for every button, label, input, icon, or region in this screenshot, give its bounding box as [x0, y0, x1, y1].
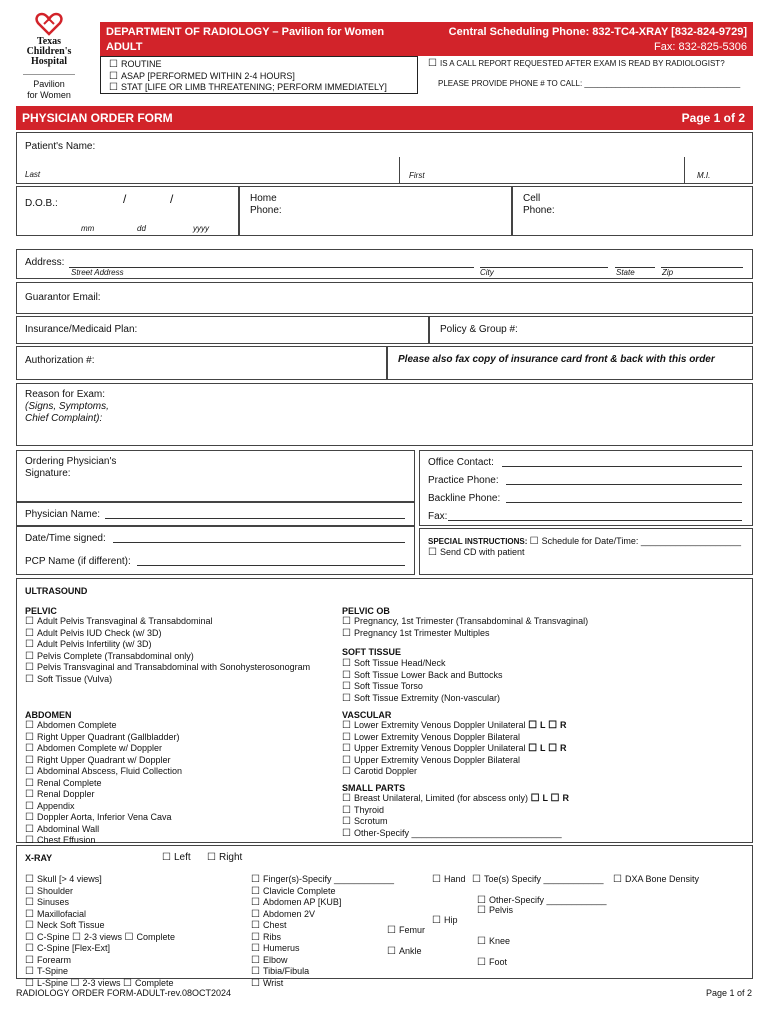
heart-logo-icon — [35, 12, 63, 36]
policy-label: Policy & Group #: — [440, 324, 518, 335]
us-small-parts-item[interactable]: ☐ Other-Specify ______________________________ — [342, 828, 569, 840]
last-label: Last — [25, 170, 41, 179]
address-field[interactable] — [16, 249, 753, 279]
xray-cspine-views[interactable]: ☐ 2-3 views — [72, 932, 122, 942]
form-title: PHYSICIAN ORDER FORM — [22, 111, 173, 125]
us-vascular-item[interactable]: ☐ Lower Extremity Venous Doppler Unilateral — [342, 720, 526, 730]
dob-slash-1: / — [123, 192, 127, 206]
datetime-pcp-field[interactable] — [16, 526, 415, 575]
us-abdomen-item[interactable]: ☐ Appendix — [25, 801, 182, 813]
us-abdomen-item[interactable]: ☐ Right Upper Quadrant (Gallbladder) — [25, 732, 182, 744]
us-pelvic-item[interactable]: ☐ Adult Pelvis Infertility (w/ 3D) — [25, 639, 310, 651]
reason-field[interactable] — [16, 383, 753, 446]
priority-asap[interactable]: ☐ ASAP [PERFORMED WITHIN 2-4 HOURS] — [109, 71, 387, 83]
authorization-field[interactable] — [16, 346, 387, 380]
dept-title-1: DEPARTMENT OF RADIOLOGY – Pavilion for Women — [106, 26, 385, 38]
office-contact-label: Office Contact: — [428, 457, 494, 468]
xray-item[interactable]: ☐ Elbow — [251, 955, 394, 967]
datetime-label: Date/Time signed: — [25, 533, 106, 544]
left-checkbox[interactable]: ☐ L — [528, 720, 545, 730]
logo-sub-2: for Women — [27, 90, 71, 100]
xray-left-checkbox[interactable]: ☐ Left — [162, 852, 191, 863]
brand-line2: Hospital — [30, 56, 68, 67]
us-small-parts-item[interactable]: ☐ Breast Unilateral, Limited (for abscess only) — [342, 793, 528, 803]
us-abdomen-item[interactable]: ☐ Renal Doppler — [25, 789, 182, 801]
signature-label-1: Ordering Physician's — [25, 456, 117, 467]
home-phone-label-1: Home — [250, 193, 277, 204]
logo — [14, 12, 84, 102]
xray-lspine-views[interactable]: ☐ 2-3 views — [71, 978, 121, 988]
us-abdomen-item[interactable]: ☐ Abdomen Complete w/ Doppler — [25, 743, 182, 755]
xray-item[interactable]: ☐ Finger(s)-Specify ____________ — [251, 874, 394, 886]
xray-item[interactable]: ☐ Abdomen AP [KUB] — [251, 897, 394, 909]
xray-lspine[interactable]: ☐ L-Spine — [25, 978, 68, 988]
us-vascular-item[interactable]: ☐ Upper Extremity Venous Doppler Unilateral — [342, 743, 526, 753]
footer-form-id: RADIOLOGY ORDER FORM-ADULT-rev.08OCT2024 — [16, 988, 232, 998]
xray-title: X-RAY — [25, 853, 53, 863]
right-checkbox[interactable]: ☐ R — [551, 793, 569, 803]
pelvic-title: PELVIC — [25, 606, 57, 616]
send-cd-checkbox[interactable]: ☐ Send CD with patient — [428, 547, 525, 558]
xray-item[interactable]: ☐ Skull [> 4 views] — [25, 874, 175, 886]
street-label: Street Address — [71, 268, 124, 277]
dd-label: dd — [137, 224, 146, 233]
xray-other[interactable]: ☐ Other-Specify ____________ — [477, 895, 607, 906]
us-abdomen-item[interactable]: ☐ Right Upper Quadrant w/ Doppler — [25, 755, 182, 767]
backline-phone-label: Backline Phone: — [428, 493, 501, 504]
office-contact-box[interactable] — [419, 450, 753, 526]
us-small-parts-item[interactable]: ☐ Thyroid — [342, 805, 569, 817]
us-abdomen-item[interactable]: ☐ Chest Effusion — [25, 835, 182, 847]
xray-item[interactable]: ☐ Wrist — [251, 978, 394, 990]
us-abdomen-item[interactable]: ☐ Renal Complete — [25, 778, 182, 790]
header-bar — [100, 22, 753, 56]
home-phone-label-2: Phone: — [250, 205, 282, 216]
xray-ankle[interactable]: ☐ Ankle — [387, 946, 421, 957]
physician-name-label: Physician Name: — [25, 509, 101, 520]
small-parts-list — [342, 793, 569, 839]
us-pelvic-ob-item[interactable]: ☐ Pregnancy, 1st Trimester (Transabdominal & Transvaginal) — [342, 616, 588, 628]
logo-sub-1: Pavilion — [33, 79, 65, 89]
xray-item[interactable]: ☐ Ribs — [251, 932, 394, 944]
zip-label: Zip — [662, 268, 674, 277]
us-pelvic-ob-item[interactable]: ☐ Pregnancy 1st Trimester Multiples — [342, 628, 588, 640]
ultrasound-section — [16, 578, 753, 843]
brand-line1: Texas Children's — [26, 36, 72, 57]
authorization-label: Authorization #: — [25, 355, 95, 366]
guarantor-email-field[interactable] — [16, 282, 753, 314]
call-report-checkbox[interactable]: ☐ IS A CALL REPORT REQUESTED AFTER EXAM IS READ BY RADIOLOGIST? — [428, 58, 725, 69]
vascular-title: VASCULAR — [342, 710, 392, 720]
mm-label: mm — [81, 224, 95, 233]
xray-item[interactable]: ☐ Shoulder — [25, 886, 175, 898]
us-abdomen-item[interactable]: ☐ Abdominal Wall — [25, 824, 182, 836]
xray-item[interactable]: ☐ Humerus — [251, 943, 394, 955]
special-instructions-box — [419, 528, 753, 575]
policy-field[interactable] — [429, 316, 753, 344]
reason-label-2: (Signs, Symptoms, — [25, 401, 109, 412]
xray-item[interactable]: ☐ C-Spine [Flex-Ext] — [25, 943, 175, 955]
schedule-checkbox[interactable]: ☐ Schedule for Date/Time: ____________________ — [530, 536, 741, 546]
left-checkbox[interactable]: ☐ L — [531, 793, 548, 803]
us-soft-tissue-item[interactable]: ☐ Soft Tissue Extremity (Non-vascular) — [342, 693, 503, 705]
priority-stat[interactable]: ☐ STAT [LIFE OR LIMB THREATENING; PERFORM IMMEDIATELY] — [109, 82, 387, 94]
physician-signature-field[interactable] — [16, 450, 415, 502]
scheduling-phone: Central Scheduling Phone: 832-TC4-XRAY [832-824-9729] — [448, 26, 747, 38]
xray-pelvis[interactable]: ☐ Pelvis — [477, 905, 513, 916]
small-parts-title: SMALL PARTS — [342, 783, 406, 793]
xray-item[interactable]: ☐ Chest — [251, 920, 394, 932]
abdomen-list — [25, 720, 182, 847]
us-pelvic-item[interactable]: ☐ Pelvis Transvaginal and Transabdominal with Sonohysterosonogram — [25, 662, 310, 674]
dept-title-2: ADULT — [106, 41, 143, 53]
us-vascular-item[interactable]: ☐ Upper Extremity Venous Doppler Bilateral — [342, 755, 567, 767]
xray-toes[interactable]: ☐ Toe(s) Specify ____________ — [472, 874, 604, 885]
pelvic-ob-title: PELVIC OB — [342, 606, 390, 616]
dob-slash-2: / — [170, 192, 174, 206]
right-checkbox[interactable]: ☐ R — [548, 720, 566, 730]
xray-col1 — [25, 874, 175, 989]
fax-note-box — [387, 346, 753, 380]
insurance-field[interactable] — [16, 316, 429, 344]
reason-label-3: Chief Complaint): — [25, 413, 103, 424]
xray-hip[interactable]: ☐ Hip — [432, 915, 457, 926]
left-checkbox[interactable]: ☐ L — [528, 743, 545, 753]
xray-knee[interactable]: ☐ Knee — [477, 936, 510, 947]
soft-tissue-list — [342, 658, 503, 704]
xray-hand[interactable]: ☐ Hand — [432, 874, 465, 885]
pelvic-list — [25, 616, 310, 685]
pelvic-ob-list — [342, 616, 588, 639]
xray-item[interactable]: ☐ Clavicle Complete — [251, 886, 394, 898]
fax-note: Please also fax copy of insurance card front & back with this order — [398, 354, 715, 365]
soft-tissue-title: SOFT TISSUE — [342, 647, 402, 657]
footer-page: Page 1 of 2 — [705, 988, 752, 998]
cell-phone-label-2: Phone: — [523, 205, 555, 216]
xray-foot[interactable]: ☐ Foot — [477, 957, 507, 968]
us-abdomen-item[interactable]: ☐ Doppler Aorta, Inferior Vena Cava — [25, 812, 182, 824]
city-label: City — [480, 268, 494, 277]
us-small-parts-item[interactable]: ☐ Scrotum — [342, 816, 569, 828]
reason-label-1: Reason for Exam: — [25, 389, 106, 400]
xray-lspine-complete[interactable]: ☐ Complete — [123, 978, 174, 988]
special-instructions-label: SPECIAL INSTRUCTIONS: — [428, 537, 528, 546]
pcp-label: PCP Name (if different): — [25, 556, 131, 567]
form-title-bar — [16, 106, 753, 130]
mi-label: M.I. — [697, 171, 711, 180]
xray-section — [16, 845, 753, 988]
us-pelvic-item[interactable]: ☐ Pelvis Complete (Transabdominal only) — [25, 651, 310, 663]
home-phone-field[interactable] — [239, 186, 512, 236]
xray-item[interactable]: ☐ Sinuses — [25, 897, 175, 909]
practice-phone-label: Practice Phone: — [428, 475, 499, 486]
dob-field[interactable] — [16, 186, 239, 236]
us-soft-tissue-item[interactable]: ☐ Soft Tissue Torso — [342, 681, 503, 693]
xray-item[interactable]: ☐ Tibia/Fibula — [251, 966, 394, 978]
address-label: Address: — [25, 257, 65, 268]
ultrasound-title: ULTRASOUND — [25, 586, 88, 596]
form-page: Page 1 of 2 — [681, 111, 745, 125]
cell-phone-field[interactable] — [512, 186, 753, 236]
xray-cspine-complete[interactable]: ☐ Complete — [125, 932, 176, 942]
vascular-list — [342, 720, 567, 778]
xray-right-checkbox[interactable]: ☐ Right — [207, 852, 242, 863]
xray-cspine[interactable]: ☐ C-Spine — [25, 932, 69, 942]
first-label: First — [409, 171, 425, 180]
xray-dxa[interactable]: ☐ DXA Bone Density — [613, 874, 699, 885]
abdomen-title: ABDOMEN — [25, 710, 72, 720]
us-abdomen-item[interactable]: ☐ Abdominal Abscess, Fluid Collection — [25, 766, 182, 778]
us-vascular-item[interactable]: ☐ Carotid Doppler — [342, 766, 567, 778]
priority-box — [100, 56, 418, 94]
insurance-label: Insurance/Medicaid Plan: — [25, 324, 138, 335]
physician-name-field[interactable] — [16, 502, 415, 526]
yyyy-label: yyyy — [193, 224, 209, 233]
us-soft-tissue-item[interactable]: ☐ Soft Tissue Lower Back and Buttocks — [342, 670, 503, 682]
cell-phone-label-1: Cell — [523, 193, 541, 204]
dob-label: D.O.B.: — [25, 198, 58, 209]
xray-item[interactable]: ☐ Forearm — [25, 955, 175, 967]
physician-fax-label: Fax: — [428, 511, 448, 522]
us-abdomen-item[interactable]: ☐ Abdomen Complete — [25, 720, 182, 732]
xray-col2 — [251, 874, 394, 989]
signature-label-2: Signature: — [25, 468, 71, 479]
xray-item[interactable]: ☐ Abdomen 2V — [251, 909, 394, 921]
right-checkbox[interactable]: ☐ R — [548, 743, 566, 753]
us-pelvic-item[interactable]: ☐ Adult Pelvis IUD Check (w/ 3D) — [25, 628, 310, 640]
header-fax: Fax: 832-825-5306 — [654, 41, 747, 53]
xray-item[interactable]: ☐ Neck Soft Tissue — [25, 920, 175, 932]
patient-name-label: Patient's Name: — [25, 141, 96, 152]
us-vascular-item[interactable]: ☐ Lower Extremity Venous Doppler Bilateral — [342, 732, 567, 744]
state-label: State — [616, 268, 635, 277]
provide-phone: PLEASE PROVIDE PHONE # TO CALL: ___________________________________ — [438, 79, 741, 88]
xray-item[interactable]: ☐ T-Spine — [25, 966, 175, 978]
xray-item[interactable]: ☐ Maxillofacial — [25, 909, 175, 921]
priority-routine[interactable]: ☐ ROUTINE — [109, 59, 387, 71]
xray-femur[interactable]: ☐ Femur — [387, 925, 425, 936]
guarantor-label: Guarantor Email: — [25, 292, 101, 303]
patient-name-field[interactable] — [16, 132, 753, 184]
us-soft-tissue-item[interactable]: ☐ Soft Tissue Head/Neck — [342, 658, 503, 670]
us-pelvic-item[interactable]: ☐ Soft Tissue (Vulva) — [25, 674, 310, 686]
us-pelvic-item[interactable]: ☐ Adult Pelvis Transvaginal & Transabdominal — [25, 616, 310, 628]
